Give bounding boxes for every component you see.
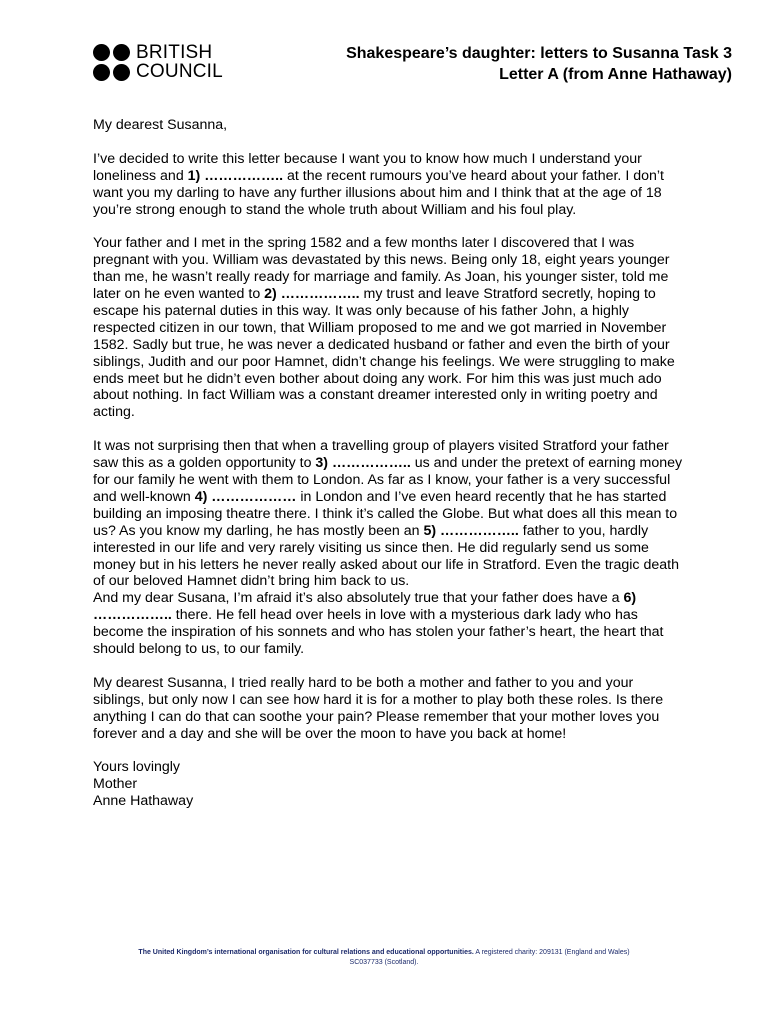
gap-2: 2) …………….. [264,286,360,303]
logo-dots-icon [93,44,130,81]
letter-body [93,117,683,810]
gap-5: 5) …………….. [423,522,519,539]
closing-line: Yours lovingly [93,759,181,776]
logo-wordmark: BRITISH COUNCIL [136,42,223,82]
footer [100,948,668,968]
letter-closing [93,759,683,810]
paragraph-3: It was not surprising then that when a travelling group of players visited Stratford your father saw this as a golden opportunity to 3) …………….. us and under the pretext of earning money for our family he went with them to London. As far as I know, your father is a very successful and well-known 4) ……………… in London and I’ve even heard recently that he has started building an imposing theatre there. I think it’s called the Globe. But what does all this mean to us? As you know my darling, he has mostly been an 5) …………….. father to you, hardly interested in our life and very rarely visiting us since then. He did regularly send us some money but in his letters he never really asked about our life in Stratford. Even the tragic death of our beloved Hamnet didn’t bring him back to us. [93,438,683,590]
gap-6: 6) …………….. [93,590,637,624]
footer-scotland: SC037733 (Scotland). [349,959,419,966]
salutation: My dearest Susanna, [93,117,228,133]
british-council-logo [93,43,223,81]
gap-4: 4) ……………… [194,488,297,505]
signature-name: Anne Hathaway [93,793,194,810]
paragraph-4: And my dear Susana, I’m afraid it’s also absolutely true that your father does have a 6) …………….. there. He fell head over heels in love with a mysterious dark lady who has become the inspiration of his sonnets and who has stolen your father’s heart, the heart that should belong to us, to our family. [93,590,664,658]
title-line-1: Shakespeare’s daughter: letters to Susanna Task 3 [346,45,732,62]
paragraph-2: Your father and I met in the spring 1582 and a few months later I discovered that I was pregnant with you. William was devastated by this news. Being only 18, eight years younger than me, he wasn’t really ready for marriage and family. As Joan, his younger sister, told me later on he even wanted to 2) …………….. my trust and leave Stratford secretly, hoping to escape his paternal duties in this way. It was only because of his father John, a highly respected citizen in our town, that William proposed to me and we got married in November 1582. Sadly but true, he was never a dedicated husband or father and even the birth of your siblings, Judith and our poor Hamnet, didn’t change his feelings. We were struggling to make ends meet but he didn’t even bother about doing any work. For him this was just much ado about nothing. In fact William was a constant dreamer interested only in writing poetry and acting. [93,235,675,421]
page-title [346,43,732,85]
footer-charity: A registered charity: 209131 (England and Wales) [473,949,630,956]
gap-3: 3) …………….. [315,455,411,472]
footer-mission: The United Kingdom’s international organisation for cultural relations and educational opportunities. [138,949,474,956]
closing-relation: Mother [93,776,138,793]
paragraph-1: I’ve decided to write this letter because I want you to know how much I understand your loneliness and 1) …………….. at the recent rumours you’ve heard about your father. I don’t want you my darling to have any further illusions about him and I think that at the age of 18 you’re strong enough to stand the whole truth about William and his foul play. [93,150,664,218]
paragraph-5: My dearest Susanna, I tried really hard to be both a mother and father to you and your siblings, but only now I can see how hard it is for a mother to play both these roles. Is there anything I can do that can soothe your pain? Please remember that your mother loves you forever and a day and she will be over the moon to have you back at home! [93,674,664,742]
title-line-2: Letter A (from Anne Hathaway) [499,66,732,83]
gap-1: 1) …………….. [187,167,284,184]
